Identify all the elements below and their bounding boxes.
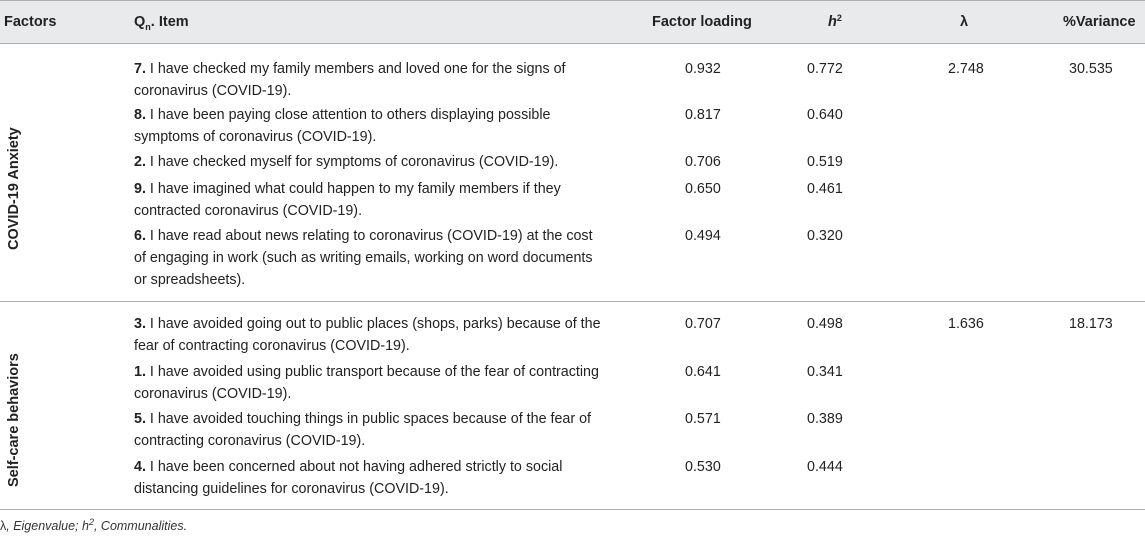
item-text: 4. I have been concerned about not having adhered strictly to social distancing guidelines for coronavirus (COVID-19). (134, 459, 563, 497)
header-variance: %Variance (1063, 14, 1136, 30)
factor-loading-value: 0.641 (685, 364, 721, 380)
factor-loading-value: 0.530 (685, 459, 721, 475)
item-text: 1. I have avoided using public transport because of the fear of contracting coronavirus (COVID-19). (134, 364, 599, 402)
item-text: 8. I have been paying close attention to others displaying possible symptoms of coronavirus (COVID-19). (134, 107, 551, 145)
factor-loading-value: 0.650 (685, 181, 721, 197)
factor-loading-value: 0.706 (685, 154, 721, 170)
item-text: 3. I have avoided going out to public places (shops, parks) because of the fear of contracting coronavirus (COVID-19). (134, 316, 601, 354)
header-item: $Q_n$. Item (134, 14, 189, 32)
header-factor-loading: Factor loading (652, 14, 752, 30)
factor-loading-value: 0.707 (685, 316, 721, 332)
variance-value: 30.535 (1069, 61, 1113, 77)
communality-value: 0.320 (807, 228, 843, 244)
header-factors: Factors (4, 14, 57, 30)
factor-loading-value: 0.571 (685, 411, 721, 427)
variance-value: 18.173 (1069, 316, 1113, 332)
factor-loading-value: 0.494 (685, 228, 721, 244)
group-divider (0, 301, 1145, 302)
communality-value: 0.640 (807, 107, 843, 123)
factor-label-self-care: Self-care behaviors (6, 353, 22, 487)
communality-value: 0.341 (807, 364, 843, 380)
header-lambda: λ (960, 14, 969, 30)
item-text: 7. I have checked my family members and loved one for the signs of coronavirus (COVID-19). (134, 61, 566, 99)
communality-value: 0.444 (807, 459, 843, 475)
communality-value: 0.461 (807, 181, 843, 197)
item-text: 5. I have avoided touching things in public spaces because of the fear of contracting coronavirus (COVID-19). (134, 411, 592, 449)
factor-label-covid-anxiety: COVID-19 Anxiety (6, 127, 22, 250)
table-header (0, 0, 1145, 44)
table-bottom-rule (0, 509, 1145, 510)
item-text: 6. I have read about news relating to coronavirus (COVID-19) at the cost of engaging in work (such as writing emails, working on word documents or spreadsheets). (134, 228, 593, 288)
communality-value: 0.519 (807, 154, 843, 170)
eigenvalue: 2.748 (948, 61, 984, 77)
communality-value: 0.498 (807, 316, 843, 332)
factor-loading-value: 0.932 (685, 61, 721, 77)
header-communality: $h^2$ (828, 13, 842, 30)
factor-loading-value: 0.817 (685, 107, 721, 123)
communality-value: 0.389 (807, 411, 843, 427)
table-footnote: λ, Eigenvalue; $h^2$, Communalities. (0, 517, 188, 533)
communality-value: 0.772 (807, 61, 843, 77)
item-text: 9. I have imagined what could happen to my family members if they contracted coronavirus (COVID-19). (134, 181, 561, 219)
item-text: 2. I have checked myself for symptoms of coronavirus (COVID-19). (134, 154, 559, 170)
eigenvalue: 1.636 (948, 316, 984, 332)
